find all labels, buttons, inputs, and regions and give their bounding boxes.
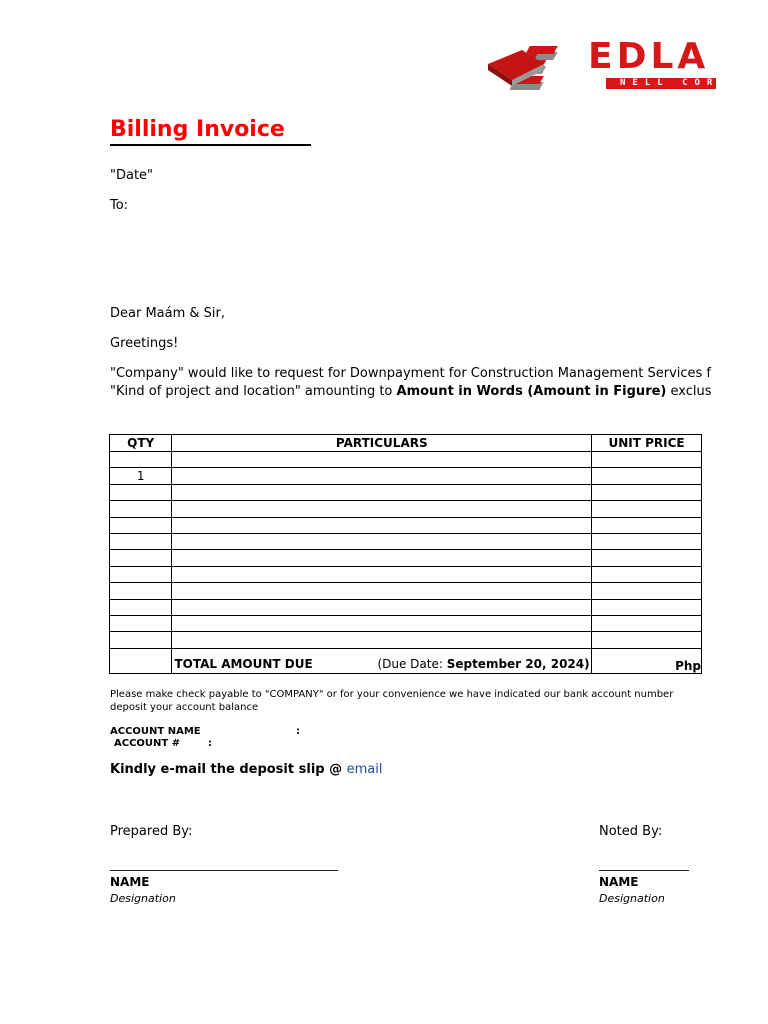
particulars-cell[interactable] (172, 550, 592, 566)
qty-cell[interactable] (110, 501, 172, 517)
date-field: "Date" (110, 168, 154, 183)
particulars-cell[interactable] (172, 484, 592, 500)
particulars-table (109, 434, 702, 674)
qty-cell[interactable] (110, 632, 172, 648)
greeting: Greetings! (110, 336, 179, 351)
unit-price-cell[interactable] (592, 484, 702, 500)
email-link[interactable]: email (346, 762, 383, 777)
col-header-unit-price: UNIT PRICE (592, 435, 702, 452)
col-header-qty: QTY (110, 435, 172, 452)
particulars-cell[interactable] (172, 632, 592, 648)
email-instruction-text: Kindly e-mail the deposit slip @ (110, 762, 347, 777)
company-logo (486, 36, 720, 98)
account-name-label: ACCOUNT NAME (110, 726, 201, 737)
table-row (110, 550, 702, 566)
total-amount-cell (592, 648, 702, 673)
table-row (110, 468, 702, 484)
email-instruction (110, 762, 383, 777)
unit-price-cell[interactable] (592, 632, 702, 648)
particulars-cell[interactable] (172, 533, 592, 549)
table-row (110, 517, 702, 533)
col-header-particulars: PARTICULARS (172, 435, 592, 452)
qty-cell[interactable] (110, 566, 172, 582)
salutation: Dear Maám & Sir, (110, 306, 226, 321)
account-number-label: ACCOUNT # (114, 738, 181, 749)
unit-price-cell[interactable] (592, 517, 702, 533)
currency-label: Php (675, 658, 701, 673)
noted-by-designation: Designation (599, 892, 665, 905)
qty-cell[interactable] (110, 484, 172, 500)
unit-price-cell[interactable] (592, 468, 702, 484)
particulars-cell[interactable] (172, 599, 592, 615)
qty-cell[interactable] (110, 583, 172, 599)
logo-text: EDLA (588, 36, 710, 77)
table-row (110, 533, 702, 549)
body-line-1: "Company" would like to request for Downpayment for Construction Management Services f (110, 366, 712, 381)
recipient-label: To: (110, 198, 129, 213)
prepared-by-designation: Designation (110, 892, 176, 905)
table-row (110, 566, 702, 582)
unit-price-cell[interactable] (592, 599, 702, 615)
body-line-2-pre: "Kind of project and location" amounting to (110, 384, 397, 399)
amount-words: Amount in Words (Amount in Figure) (396, 384, 667, 399)
table-header-row (110, 435, 702, 452)
total-label-cell (172, 648, 592, 673)
payment-instruction-1: Please make check payable to "COMPANY" or for your convenience we have indicated our bank account number (110, 689, 674, 700)
signature-line-noted: _______________ (599, 857, 689, 871)
payment-instruction-2: deposit your account balance (110, 702, 259, 713)
due-date-value: September 20, 2024) (446, 656, 590, 671)
particulars-cell[interactable] (172, 452, 592, 468)
prepared-by-name: NAME (110, 875, 150, 889)
unit-price-cell[interactable] (592, 615, 702, 631)
particulars-cell[interactable] (172, 517, 592, 533)
qty-cell[interactable] (110, 615, 172, 631)
body-line-2-post: exclus (666, 384, 712, 399)
table-row (110, 452, 702, 468)
noted-by-name: NAME (599, 875, 639, 889)
particulars-cell[interactable] (172, 501, 592, 517)
body-line-2 (110, 384, 712, 399)
total-row (110, 648, 702, 673)
table-row (110, 615, 702, 631)
qty-cell[interactable]: 1 (110, 468, 172, 484)
unit-price-cell[interactable] (592, 550, 702, 566)
unit-price-cell[interactable] (592, 533, 702, 549)
unit-price-cell[interactable] (592, 583, 702, 599)
noted-by-label: Noted By: (599, 824, 663, 839)
qty-cell[interactable] (110, 452, 172, 468)
table-row (110, 501, 702, 517)
logo-subtext: NELL COR (620, 78, 720, 88)
total-amount-due-label: TOTAL AMOUNT DUE (174, 656, 313, 671)
table-row (110, 599, 702, 615)
qty-cell[interactable] (110, 533, 172, 549)
table-row (110, 484, 702, 500)
prepared-by-label: Prepared By: (110, 824, 193, 839)
due-date-prefix: (Due Date: (377, 656, 447, 671)
title-underline (110, 144, 311, 146)
qty-cell[interactable] (110, 550, 172, 566)
account-number-colon: : (208, 738, 212, 749)
particulars-cell[interactable] (172, 583, 592, 599)
particulars-cell[interactable] (172, 468, 592, 484)
particulars-cell[interactable] (172, 566, 592, 582)
total-qty-cell (110, 648, 172, 673)
signature-line-prepared: ______________________________________ (110, 857, 338, 871)
qty-cell[interactable] (110, 517, 172, 533)
table-row (110, 583, 702, 599)
due-date (377, 657, 589, 671)
particulars-cell[interactable] (172, 615, 592, 631)
account-name-colon: : (296, 726, 300, 737)
unit-price-cell[interactable] (592, 566, 702, 582)
unit-price-cell[interactable] (592, 501, 702, 517)
qty-cell[interactable] (110, 599, 172, 615)
table-row (110, 632, 702, 648)
page-title: Billing Invoice (110, 117, 285, 142)
unit-price-cell[interactable] (592, 452, 702, 468)
